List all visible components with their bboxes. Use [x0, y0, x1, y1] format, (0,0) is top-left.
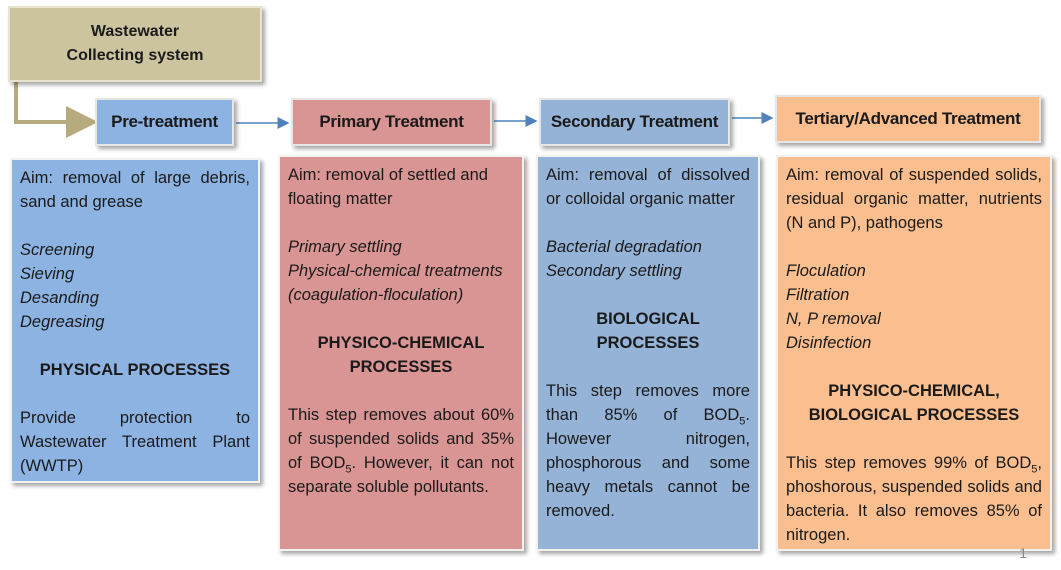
- secondary-processes: BIOLOGICAL PROCESSES: [596, 310, 700, 352]
- pretreatment-step: Screening: [20, 241, 95, 259]
- secondary-treatment-panel: [536, 155, 760, 551]
- pretreatment-aim: Aim: removal of large debris, sand and grease: [20, 169, 250, 211]
- tertiary-note: This step removes 99% of $BOD_5$, phoshorous, suspended solids and bacteria. It also removes 85% of nitrogen.: [786, 454, 1042, 544]
- page-number: 1: [1019, 545, 1027, 561]
- pretreatment-panel: [10, 158, 260, 483]
- primary-step: Physical-chemical treatments (coagulation-floculation): [288, 262, 503, 304]
- tertiary-processes-line-2: BIOLOGICAL PROCESSES: [808, 406, 1020, 424]
- tertiary-step: N, P removal: [786, 310, 881, 328]
- tertiary-treatment-header: Tertiary/Advanced Treatment: [775, 95, 1041, 143]
- primary-note: This step removes about 60% of suspended solids and 35% of $BOD_5$. However, it can not separate soluble pollutants.: [288, 406, 514, 496]
- secondary-step: Secondary settling: [546, 262, 682, 280]
- pretreatment-processes: PHYSICAL PROCESSES: [39, 361, 231, 379]
- tertiary-processes-line-1: PHYSICO-CHEMICAL,: [828, 382, 1000, 400]
- tertiary-treatment-panel: [776, 155, 1052, 551]
- secondary-treatment-header: Secondary Treatment: [539, 98, 730, 146]
- pretreatment-step: Sieving: [20, 265, 75, 283]
- pretreatment-header: Pre-treatment: [95, 98, 234, 146]
- tertiary-step: Filtration: [786, 286, 850, 304]
- pretreatment-note: Provide protection to Wastewater Treatment Plant (WWTP): [20, 409, 250, 475]
- source-line-1: Wastewater: [90, 23, 180, 40]
- primary-aim: Aim: removal of settled and floating matter: [288, 166, 488, 208]
- primary-treatment-header: Primary Treatment: [291, 98, 492, 146]
- secondary-step: Bacterial degradation: [546, 238, 702, 256]
- tertiary-step: Floculation: [786, 262, 866, 280]
- collecting-system-box: [8, 6, 262, 82]
- tertiary-aim: Aim: removal of suspended solids, residual organic matter, nutrients (N and P), pathogens: [786, 166, 1042, 232]
- secondary-aim: Aim: removal of dissolved or colloidal organic matter: [546, 166, 750, 208]
- pretreatment-step: Degreasing: [20, 313, 105, 331]
- primary-step: Primary settling: [288, 238, 402, 256]
- pretreatment-step: Desanding: [20, 289, 99, 307]
- source-to-pretreatment-connector: [16, 82, 90, 122]
- primary-processes: PHYSICO-CHEMICAL PROCESSES: [317, 334, 485, 376]
- primary-treatment-panel: [278, 155, 524, 551]
- source-line-2: Collecting system: [66, 47, 204, 64]
- secondary-note: This step removes more than 85% of $BOD_5$. However nitrogen, phosphorous and some heavy metals cannot be removed.: [546, 382, 750, 520]
- tertiary-step: Disinfection: [786, 334, 872, 352]
